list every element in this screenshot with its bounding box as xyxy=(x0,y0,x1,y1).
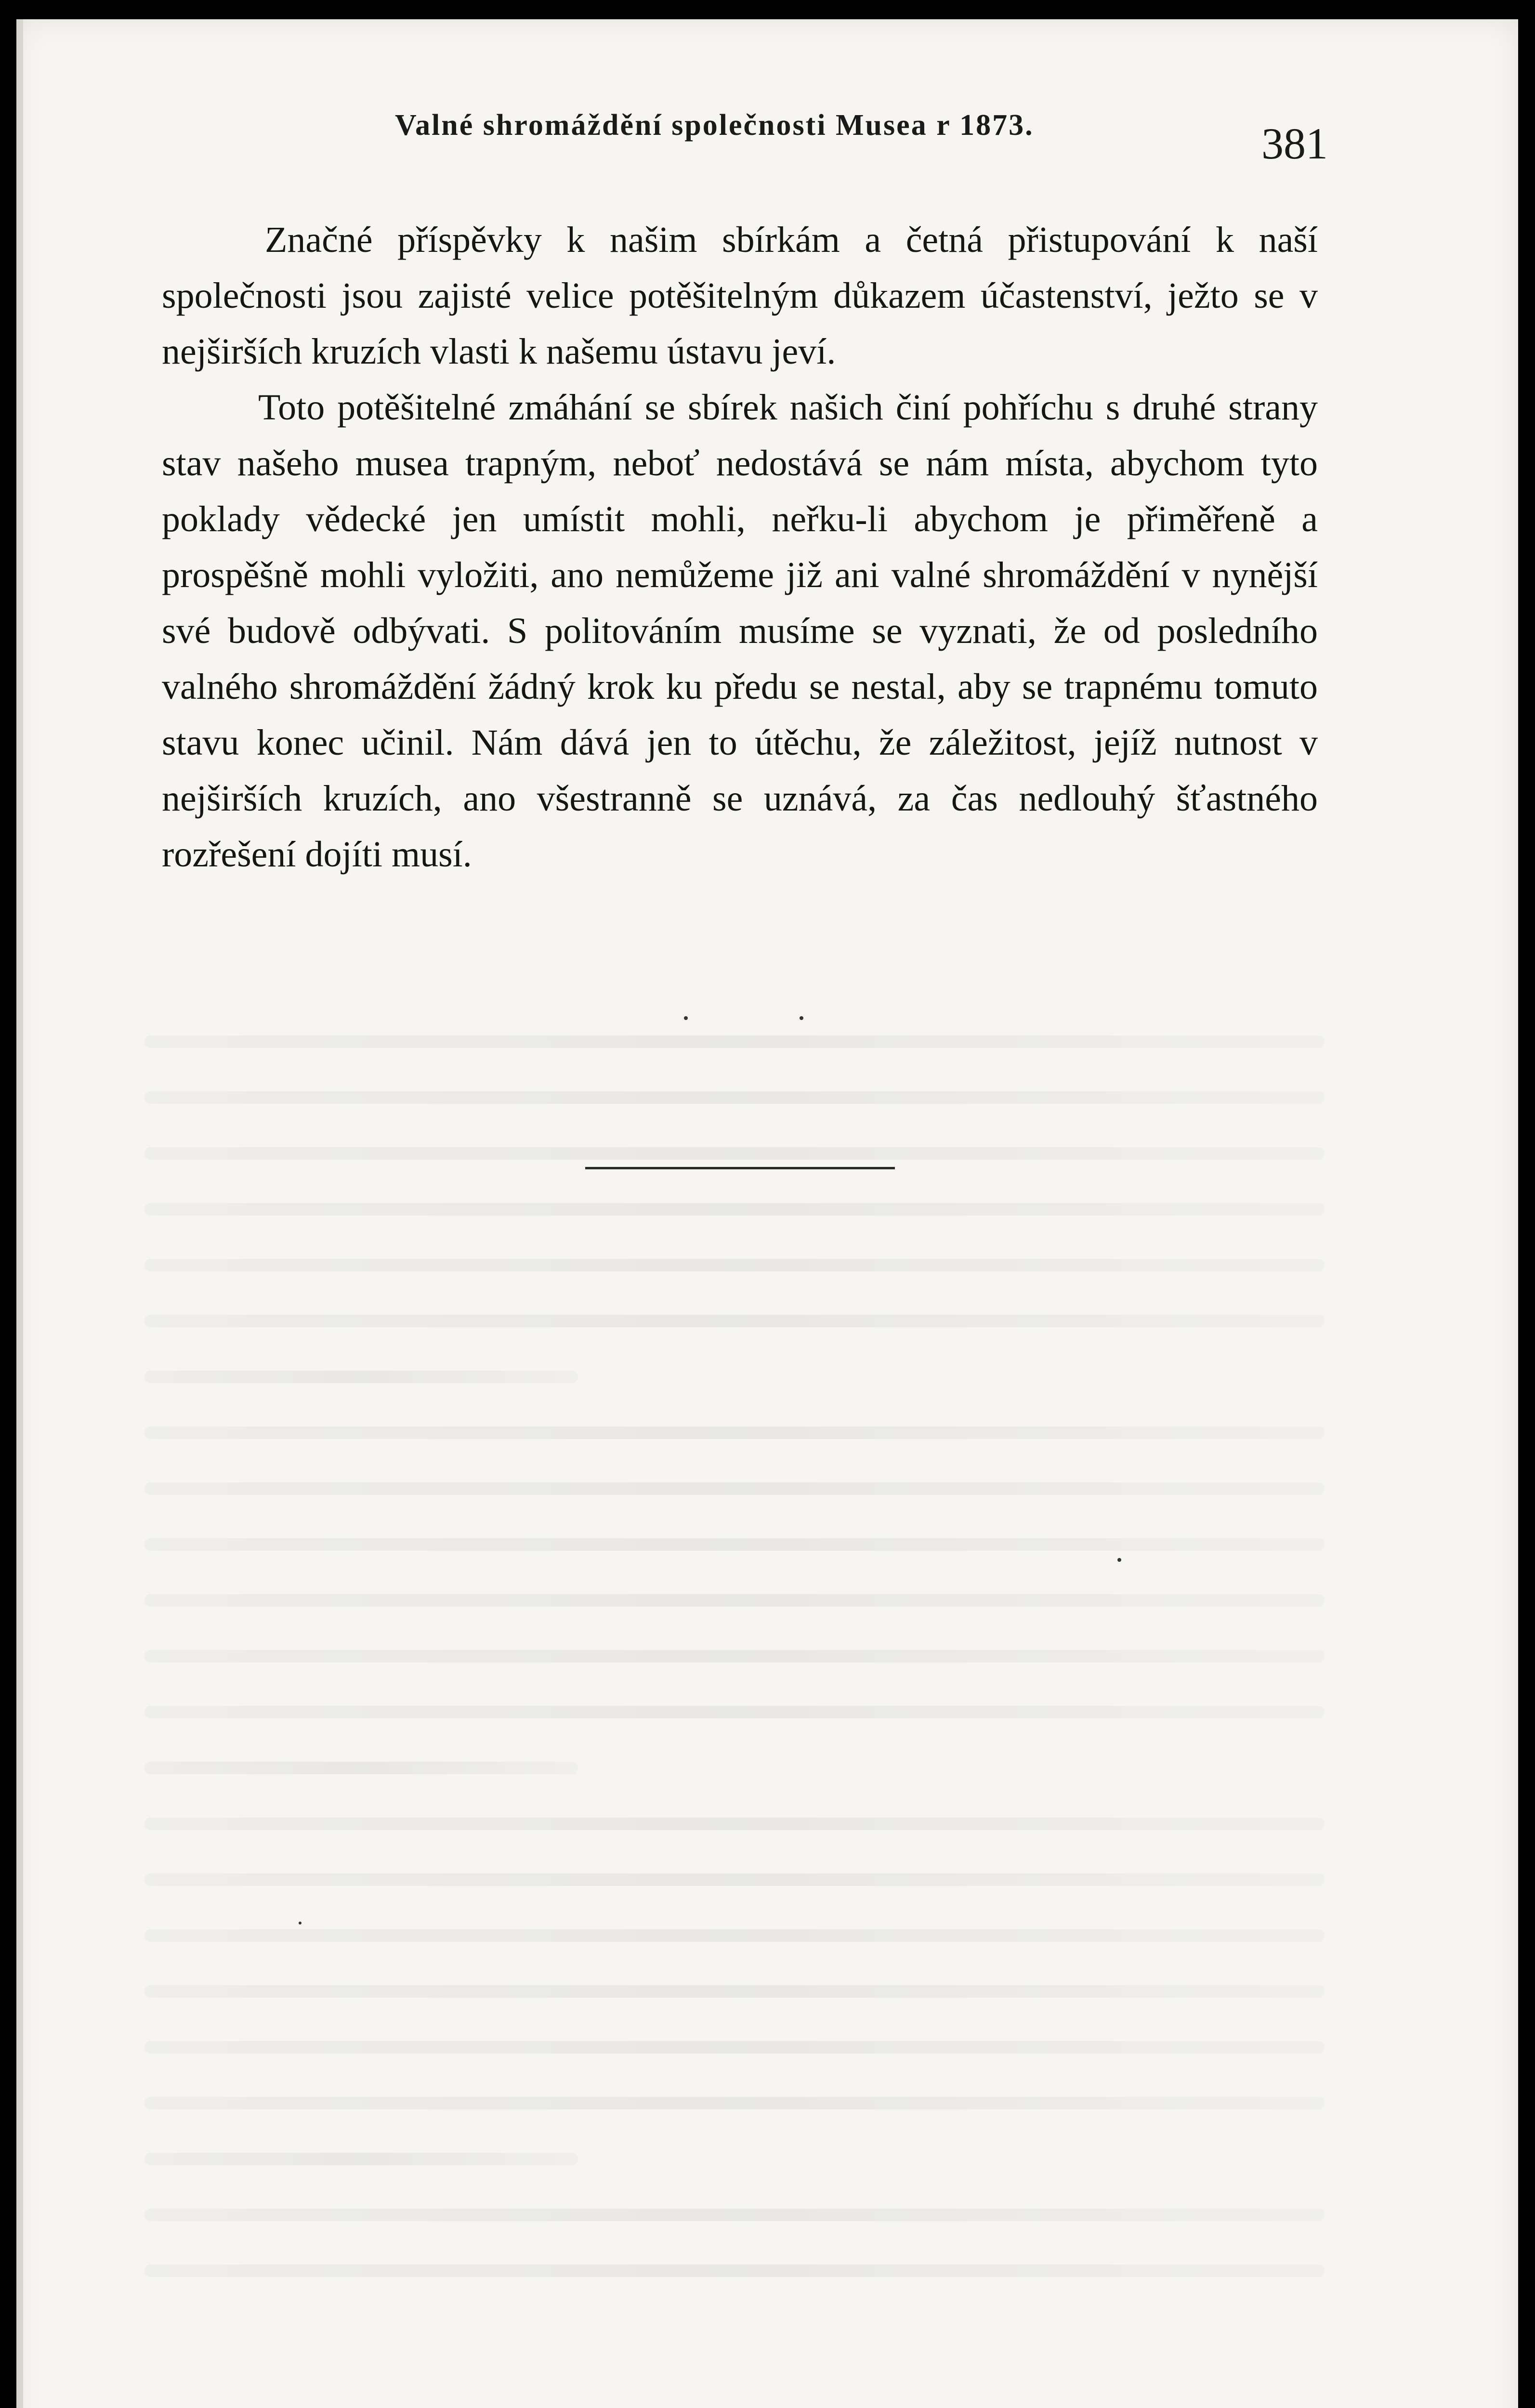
running-header: Valné shromáždění společnosti Musea r 1873. xyxy=(395,109,1034,142)
show-through-line xyxy=(144,2153,578,2165)
show-through-line xyxy=(144,1873,1325,1886)
show-through-line xyxy=(144,1315,1325,1327)
show-through-line xyxy=(144,2097,1325,2109)
page-number: 381 xyxy=(1261,119,1328,168)
paper-speck xyxy=(684,1016,688,1020)
show-through-line xyxy=(144,1818,1325,1830)
paragraph: Toto potěšitelné zmáhání se sbírek našich činí pohříchu s druhé strany stav našeho musea trapným, neboť nedostává se nám místa, abychom tyto poklady vědecké jen umístit mohli, neřku-li abychom je přiměřeně a prospěšně mohli vyložiti, ano nemůžeme již ani valné shromáždění v nynější své budově odbývati. S politováním musíme se vyznati, že od posledního valného shromáždění žádný krok ku předu se nestal, aby se trapnému tomuto stavu konec učinil. Nám dává jen to útěchu, že záležitost, jejíž nutnost v nejširších kruzích, ano všestranně se uznává, za čas nedlouhý šťastného rozřešení dojíti musí. xyxy=(162,387,1318,875)
show-through-line xyxy=(144,1426,1325,1439)
show-through-line xyxy=(144,1650,1325,1662)
show-through-line xyxy=(144,1259,1325,1271)
show-through-line xyxy=(144,1482,1325,1495)
show-through-line xyxy=(144,1035,1325,1048)
show-through-line xyxy=(144,1762,578,1774)
show-through-line xyxy=(144,1538,1325,1551)
show-through-line xyxy=(144,1706,1325,1718)
paper-speck xyxy=(800,1016,803,1020)
show-through-line xyxy=(144,1371,578,1383)
paper-speck xyxy=(299,1922,302,1924)
body-text xyxy=(162,212,1318,882)
show-through-line xyxy=(144,1091,1325,1104)
show-through-line xyxy=(144,1929,1325,1942)
paragraph: Značné příspěvky k našim sbírkám a četná přistupování k naší společnosti jsou zajisté velice potěšitelným důkazem účastenství, ježto se v nejširších kruzích vlasti k našemu ústavu jeví. xyxy=(162,220,1318,372)
paper-speck xyxy=(1117,1558,1121,1562)
show-through-line xyxy=(144,2209,1325,2221)
show-through-line xyxy=(144,1985,1325,1998)
show-through-line xyxy=(144,2041,1325,2054)
show-through-line xyxy=(144,1203,1325,1216)
show-through-line xyxy=(144,1594,1325,1607)
page-edge xyxy=(16,19,23,2408)
show-through-line xyxy=(144,2264,1325,2277)
section-divider xyxy=(585,1167,895,1169)
show-through-line xyxy=(144,1147,1325,1160)
